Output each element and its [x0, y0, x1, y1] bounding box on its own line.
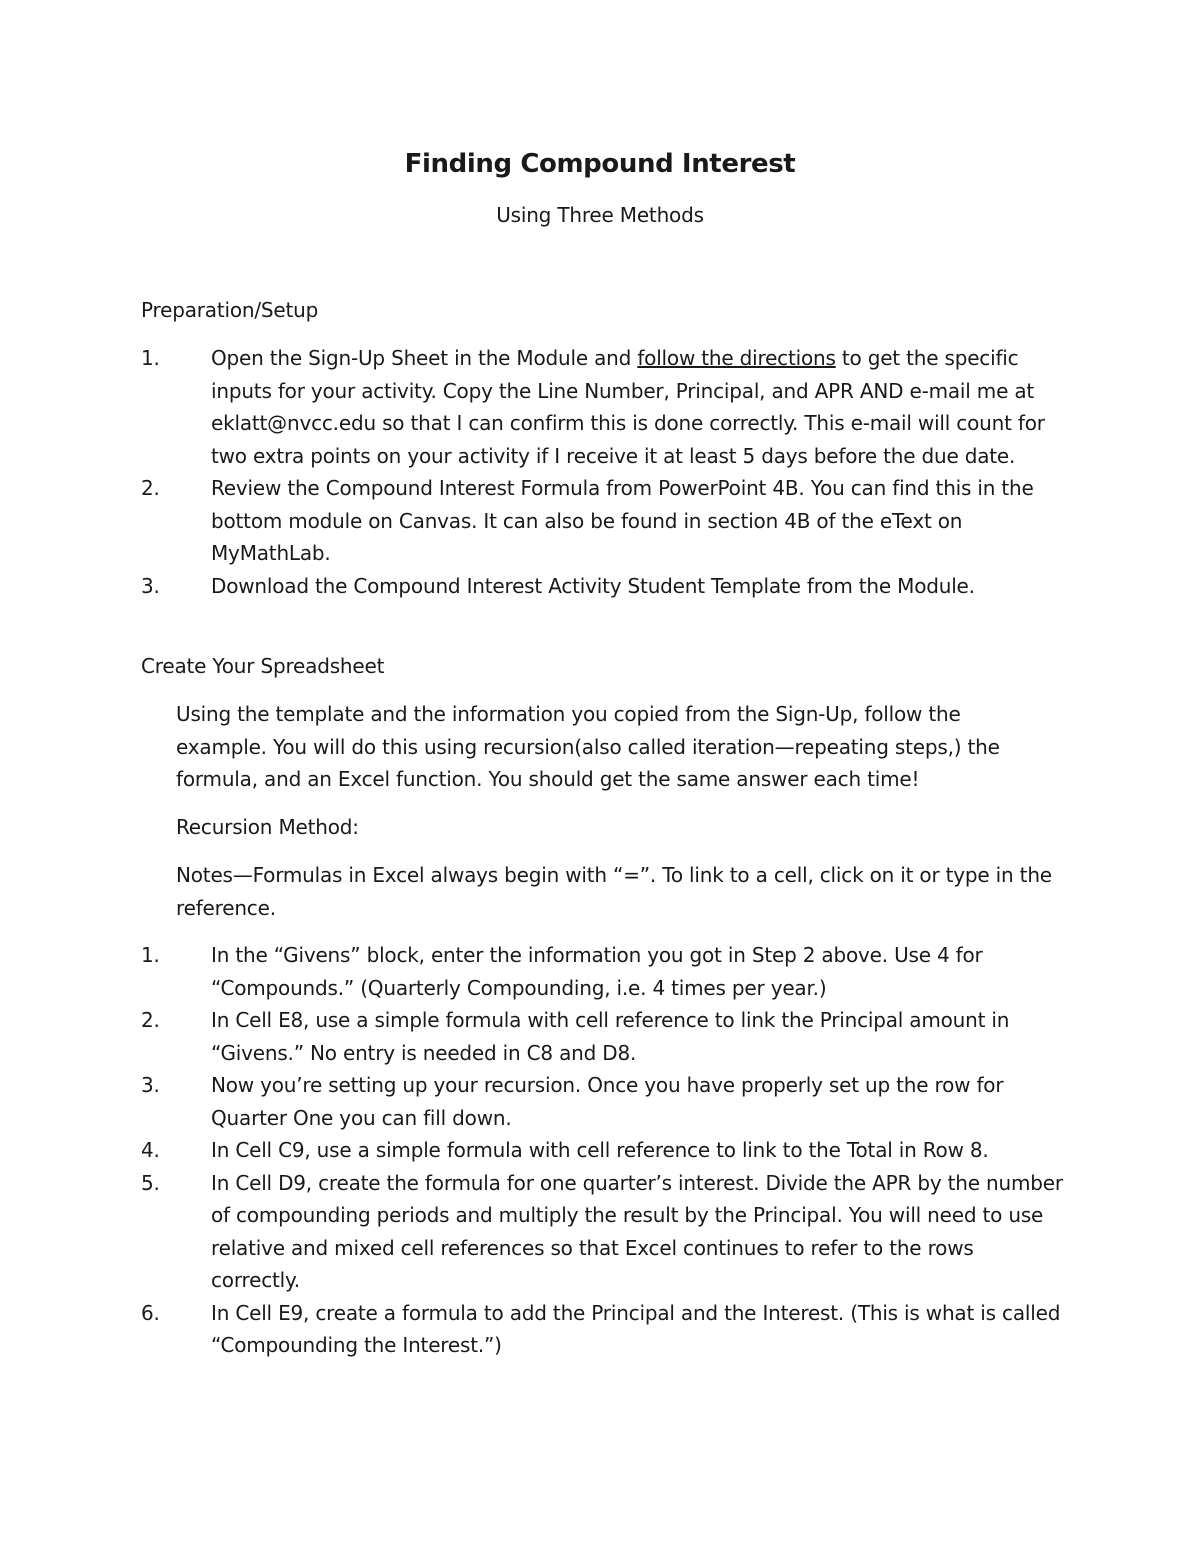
document-title: Finding Compound Interest: [404, 149, 796, 179]
list-item: [141, 1167, 1066, 1297]
list-text: Download the Compound Interest Activity Student Template from the Module.: [211, 573, 975, 598]
list-number: 6.: [141, 1300, 160, 1325]
list-number: 4.: [141, 1138, 160, 1162]
list-number: 3.: [141, 1073, 160, 1097]
list-number: 3.: [141, 573, 160, 598]
preparation-steps: [141, 342, 1066, 602]
list-number: 2.: [141, 1008, 160, 1032]
list-number: 2.: [141, 476, 160, 500]
list-text: Open the Sign-Up Sheet in the Module and follow the directions to get the specific inputs for your activity. Copy the Line Number, Principal, and APR AND e-mail me at eklatt@nvcc.edu so that I can confirm this is done correctly. This e-mail will count for two extra points on your activity if I receive it at least 5 days before the due date.: [211, 346, 1045, 468]
document-subtitle: Using Three Methods: [496, 203, 704, 227]
list-text: Now you’re setting up your recursion. Once you have properly set up the row for Quarter One you can fill down.: [211, 1073, 1004, 1130]
list-item: [141, 570, 1066, 603]
list-text: In Cell E9, create a formula to add the Principal and the Interest. (This is what is called “Compounding the Interest.”): [211, 1300, 1061, 1357]
list-text: In Cell C9, use a simple formula with cell reference to link to the Total in Row 8.: [211, 1138, 989, 1162]
preparation-heading: Preparation/Setup: [141, 298, 319, 322]
list-item: [141, 1069, 1066, 1134]
spreadsheet-intro: Using the template and the information you copied from the Sign-Up, follow the example. You will do this using recursion(also called iteration—repeating steps,) the formula, and an Excel function. You should get the same answer each time!: [176, 702, 1000, 791]
list-text: In Cell E8, use a simple formula with cell reference to link the Principal amount in “Givens.” No entry is needed in C8 and D8.: [211, 1008, 1010, 1065]
list-item: [141, 1134, 1066, 1167]
recursion-heading: Recursion Method:: [176, 815, 359, 839]
list-text: Review the Compound Interest Formula from PowerPoint 4B. You can find this in the bottom module on Canvas. It can also be found in section 4B of the eText on MyMathLab.: [211, 476, 1034, 565]
recursion-steps: [141, 939, 1066, 1362]
list-text: In Cell D9, create the formula for one quarter’s interest. Divide the APR by the number of compounding periods and multiply the result by the Principal. You will need to use relative and mixed cell references so that Excel continues to refer to the rows correctly.: [211, 1170, 1063, 1292]
list-item: [141, 939, 1066, 1004]
list-number: 1.: [141, 346, 160, 370]
spreadsheet-heading: Create Your Spreadsheet: [141, 654, 385, 678]
list-item: [141, 342, 1066, 472]
follow-directions-text: follow the directions: [637, 346, 836, 370]
list-item: [141, 1004, 1066, 1069]
list-item: [141, 1297, 1066, 1362]
list-number: 5.: [141, 1170, 160, 1195]
list-item: [141, 472, 1066, 570]
list-text: In the “Givens” block, enter the information you got in Step 2 above. Use 4 for “Compounds.” (Quarterly Compounding, i.e. 4 times per year.): [211, 943, 983, 1000]
recursion-notes: Notes—Formulas in Excel always begin with “=”. To link to a cell, click on it or type in the reference.: [176, 863, 1052, 920]
list-number: 1.: [141, 943, 160, 967]
